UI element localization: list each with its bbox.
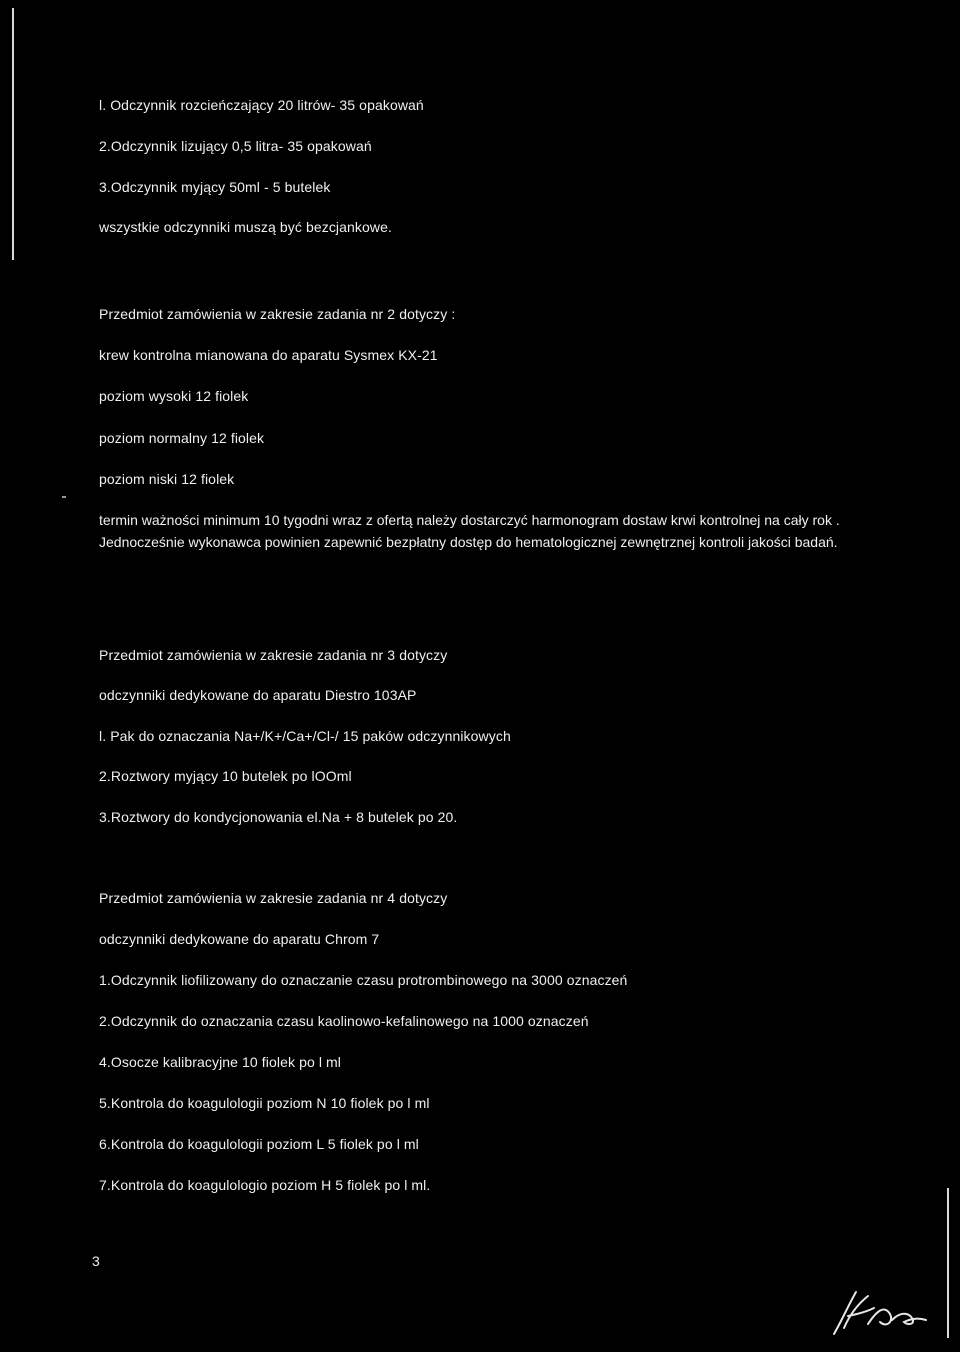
page-number: 3 bbox=[92, 1253, 100, 1269]
section3-item-1: odczynniki dedykowane do aparatu Diestro 103AP bbox=[99, 687, 417, 703]
section2-item-4: poziom niski 12 fiolek bbox=[99, 471, 235, 487]
section1-item-1: l. Odczynnik rozcieńczający 20 litrów- 35 opakowań bbox=[99, 97, 424, 113]
section2-item-3: poziom normalny 12 fiolek bbox=[99, 430, 265, 446]
section4-heading: Przedmiot zamówienia w zakresie zadania nr 4 dotyczy bbox=[99, 890, 448, 906]
section4-item-3: 2.Odczynnik do oznaczania czasu kaolinowo-kefalinowego na 1000 oznaczeń bbox=[99, 1013, 589, 1029]
section3-item-3: 2.Roztwory myjący 10 butelek po lOOml bbox=[99, 768, 352, 784]
section4-item-6: 6.Kontrola do koagulologii poziom L 5 fiolek po l ml bbox=[99, 1136, 419, 1152]
margin-tick-mark bbox=[62, 496, 66, 498]
section4-item-5: 5.Kontrola do koagulologii poziom N 10 fiolek po l ml bbox=[99, 1095, 430, 1111]
section3-item-2: l. Pak do oznaczania Na+/K+/Ca+/Cl-/ 15 paków odczynnikowych bbox=[99, 728, 511, 744]
section4-item-4: 4.Osocze kalibracyjne 10 fiolek po l ml bbox=[99, 1054, 342, 1070]
section4-item-1: odczynniki dedykowane do aparatu Chrom 7 bbox=[99, 931, 380, 947]
section2-item-1: krew kontrolna mianowana do aparatu Sysmex KX-21 bbox=[99, 347, 438, 363]
left-margin-line bbox=[12, 8, 14, 260]
right-margin-line bbox=[947, 1188, 949, 1338]
section4-item-7: 7.Kontrola do koagulologio poziom H 5 fiolek po l ml. bbox=[99, 1177, 431, 1193]
section2-item-2: poziom wysoki 12 fiolek bbox=[99, 388, 249, 404]
section2-paragraph: termin ważności minimum 10 tygodni wraz z ofertą należy dostarczyć harmonogram dostaw krwi kontrolnej na cały rok . Jednocześnie wykonawca powinien zapewnić bezpłatny dostęp do hematologicznej zewnętrznej kontroli jakości badań. bbox=[99, 512, 840, 550]
section2-heading: Przedmiot zamówienia w zakresie zadania nr 2 dotyczy : bbox=[99, 306, 456, 322]
section1-item-3: 3.Odczynnik myjący 50ml - 5 butelek bbox=[99, 179, 331, 195]
handwritten-signature bbox=[828, 1284, 932, 1340]
section4-item-2: 1.Odczynnik liofilizowany do oznaczanie czasu protrombinowego na 3000 oznaczeń bbox=[99, 972, 628, 988]
section3-item-4: 3.Roztwory do kondycjonowania el.Na + 8 butelek po 20. bbox=[99, 809, 458, 825]
section1-item-2: 2.Odczynnik lizujący 0,5 litra- 35 opakowań bbox=[99, 138, 372, 154]
section3-heading: Przedmiot zamówienia w zakresie zadania nr 3 dotyczy bbox=[99, 647, 448, 663]
section1-note: wszystkie odczynniki muszą być bezcjankowe. bbox=[99, 219, 392, 235]
